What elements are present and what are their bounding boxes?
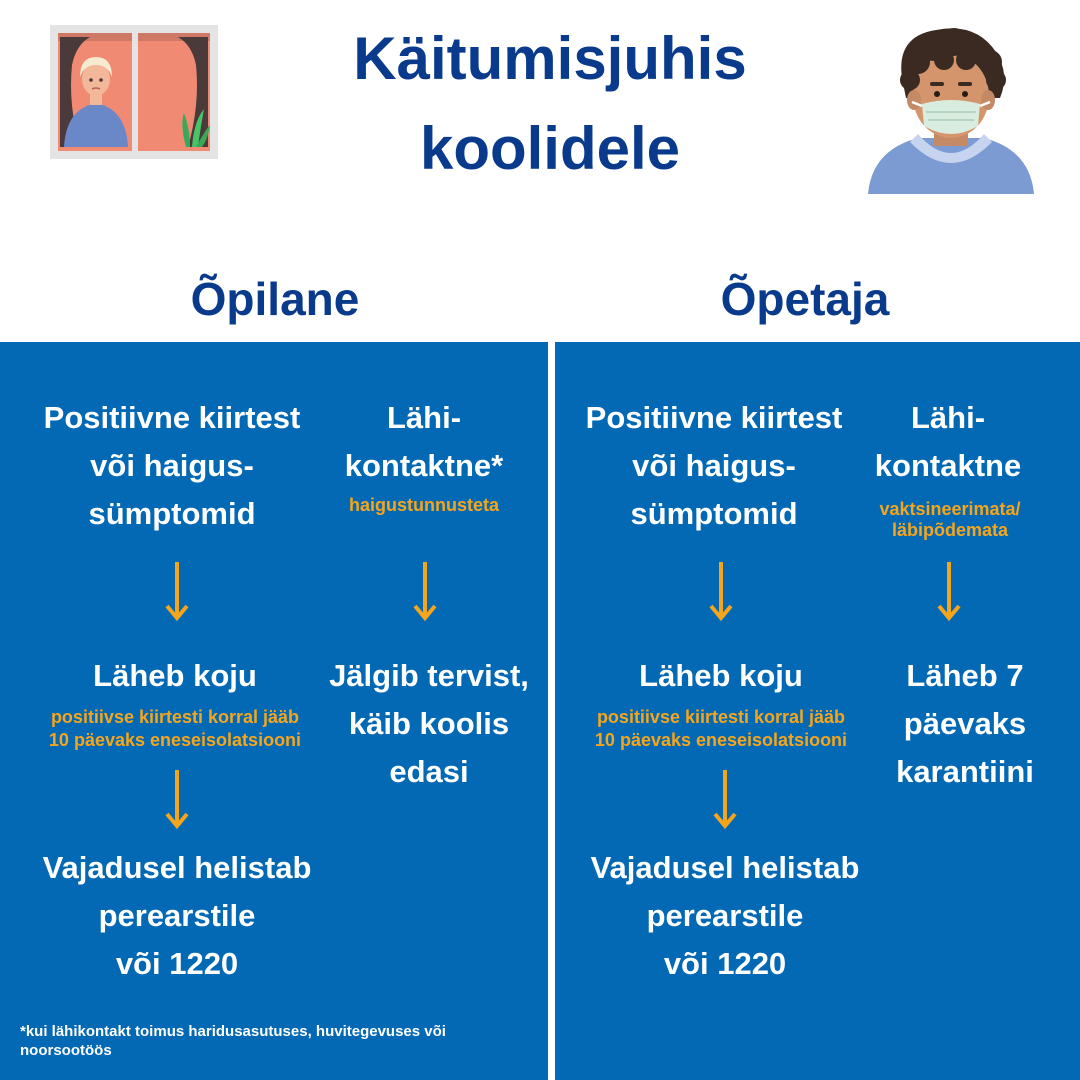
teacher-contact-heading — [850, 394, 1046, 490]
footnote-line1: *kui lähikontakt toimus haridusasutuses, huvitegevuses või — [20, 1023, 446, 1040]
arrow-down-icon — [412, 560, 438, 622]
student-positive-line3: sümptomid — [88, 496, 256, 531]
teacher-contact-line2: kontaktne — [874, 448, 1022, 483]
teacher-contact-outcome — [870, 652, 1060, 796]
arrow-down-icon — [936, 560, 962, 622]
teacher-contact-line1: Lähi- — [910, 400, 986, 435]
page-title-line2: koolidele — [419, 115, 681, 182]
teacher-contact-outcome-line1: Läheb 7 — [906, 658, 1024, 693]
student-header: Õpilane — [190, 273, 360, 325]
student-contact-outcome-line1: Jälgib tervist, — [329, 658, 529, 693]
teacher-positive-line3: sümptomid — [630, 496, 798, 531]
teacher-isolation-note-line1: positiivse kiirtesti korral jääb — [596, 707, 846, 727]
teacher-call-doctor-line2: perearstile — [646, 898, 804, 933]
student-contact-line2: kontaktne* — [344, 448, 504, 483]
student-contact-line1: Lähi- — [386, 400, 462, 435]
student-positive-line2: või haigus- — [90, 448, 254, 483]
teacher-contact-outcome-line2: päevaks — [903, 706, 1027, 741]
teacher-call-doctor-line1: Vajadusel helistab — [590, 850, 860, 885]
student-positive-line1: Positiivne kiirtest — [43, 400, 301, 435]
student-isolation-note-line2: 10 päevaks eneseisolatsiooni — [48, 730, 302, 750]
footnote — [20, 1022, 540, 1060]
student-isolation-note — [20, 706, 330, 752]
teacher-isolation-note-line2: 10 päevaks eneseisolatsiooni — [594, 730, 848, 750]
teacher-goes-home: Läheb koju — [639, 658, 803, 693]
student-call-doctor-line1: Vajadusel helistab — [42, 850, 312, 885]
teacher-isolation-note — [566, 706, 876, 752]
footnote-line2: noorsootöös — [20, 1042, 112, 1059]
student-contact-heading — [314, 394, 534, 490]
arrow-down-icon — [712, 768, 738, 830]
student-isolation-note-line1: positiivse kiirtesti korral jääb — [50, 707, 300, 727]
student-call-doctor-line3: või 1220 — [115, 946, 239, 981]
student-contact-outcome-line2: käib koolis — [348, 706, 510, 741]
teacher-call-doctor — [570, 844, 880, 988]
student-call-doctor — [20, 844, 334, 988]
window-person-illustration — [50, 25, 218, 159]
arrow-down-icon — [164, 560, 190, 622]
teacher-contact-note-line2: läbipõdemata — [891, 520, 1009, 540]
student-goes-home: Läheb koju — [93, 658, 257, 693]
student-contact-note: haigustunnusteta — [348, 495, 499, 515]
arrow-down-icon — [164, 768, 190, 830]
teacher-call-doctor-line3: või 1220 — [663, 946, 787, 981]
teacher-positive-line1: Positiivne kiirtest — [585, 400, 843, 435]
student-call-doctor-line2: perearstile — [98, 898, 256, 933]
teacher-contact-note-line1: vaktsineerimata/ — [879, 499, 1021, 519]
student-contact-outcome — [314, 652, 544, 796]
teacher-positive-heading — [562, 394, 866, 538]
teacher-positive-line2: või haigus- — [632, 448, 796, 483]
page-title — [300, 25, 800, 182]
teacher-contact-note — [850, 498, 1050, 542]
masked-person-illustration — [866, 22, 1036, 196]
teacher-contact-outcome-line3: karantiini — [896, 754, 1034, 789]
teacher-header: Õpetaja — [720, 273, 890, 325]
arrow-down-icon — [708, 560, 734, 622]
student-contact-outcome-line3: edasi — [389, 754, 469, 789]
student-positive-heading — [20, 394, 324, 538]
page-title-line1: Käitumisjuhis — [353, 25, 747, 92]
